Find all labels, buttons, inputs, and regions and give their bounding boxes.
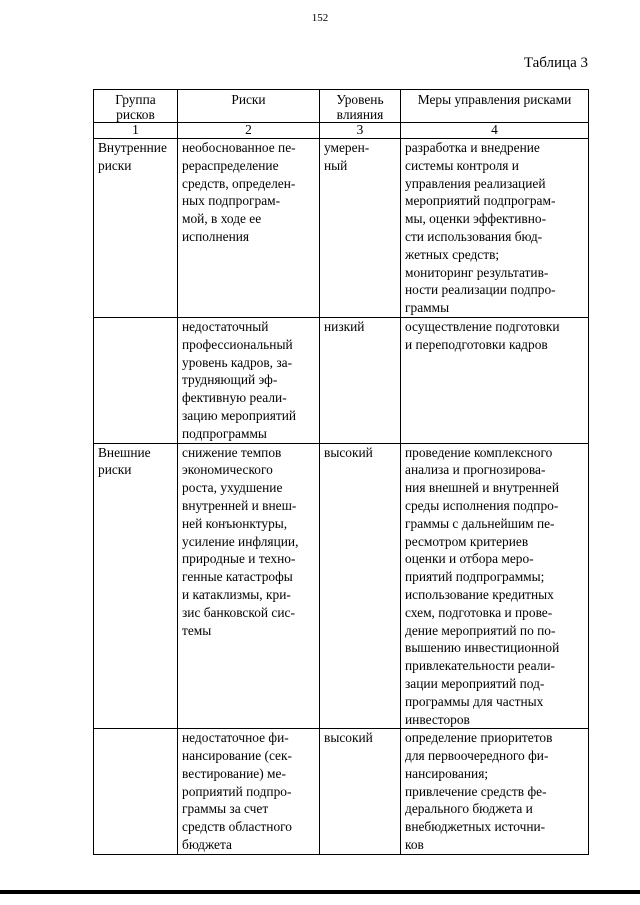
header-row xyxy=(94,90,589,123)
header-cell-risks: Риски xyxy=(178,90,320,123)
column-number: 1 xyxy=(94,123,178,139)
column-number: 2 xyxy=(178,123,320,139)
measures-cell: определение приоритетов для первоочередного фи- нансирования; привлечение средств фе- дерального бюджета и внебюджетных источни- ков xyxy=(401,729,589,855)
measures-cell: проведение комплексного анализа и прогнозирова- ния внешней и внутренней среды исполнения подпро- граммы с дальнейшим пе- ресмотром критериев оценки и отбора меро- приятий подпрограммы; использование кредитных схем, подготовка и прове- дение мероприятий по по- вышению инвестиционной привлекательности реали- зации мероприятий под- программы для частных инвесторов xyxy=(401,443,589,729)
column-number: 3 xyxy=(320,123,401,139)
header-cell-measures: Меры управления рисками xyxy=(401,90,589,123)
risk-cell: необоснованное пе- рераспределение средств, определен- ных подпрограм- мой, в ходе ее исполнения xyxy=(178,139,320,318)
level-cell: высокий xyxy=(320,729,401,855)
risk-table xyxy=(93,89,589,855)
risk-cell: недостаточный профессиональный уровень кадров, за- трудняющий эф- фективную реали- зацию мероприятий подпрограммы xyxy=(178,317,320,443)
header-cell-level: Уровень влияния xyxy=(320,90,401,123)
group-cell xyxy=(94,729,178,855)
column-number: 4 xyxy=(401,123,589,139)
level-cell: высокий xyxy=(320,443,401,729)
table-row xyxy=(94,729,589,855)
risk-cell: недостаточное фи- нансирование (сек- вестирование) ме- роприятий подпро- граммы за счет средств областного бюджета xyxy=(178,729,320,855)
table-row xyxy=(94,139,589,318)
column-number-row xyxy=(94,123,589,139)
header-cell-group: Группа рисков xyxy=(94,90,178,123)
group-cell: Внешние риски xyxy=(94,443,178,729)
group-cell xyxy=(94,317,178,443)
risk-cell: снижение темпов экономического роста, ухудшение внутренней и внеш- ней конъюнктуры, усиление инфляции, природные и техно- генные катастрофы и катаклизмы, кри- зис банковской сис- темы xyxy=(178,443,320,729)
table-caption: Таблица 3 xyxy=(523,55,588,71)
measures-cell: разработка и внедрение системы контроля и управления реализацией мероприятий подпрограм- мы, оценки эффективно- сти использования бюд- жетных средств; мониторинг результатив- ности реализации подпро- граммы xyxy=(401,139,589,318)
bottom-rule xyxy=(0,890,640,894)
level-cell: низкий xyxy=(320,317,401,443)
group-cell: Внутренние риски xyxy=(94,139,178,318)
measures-cell: осуществление подготовки и переподготовки кадров xyxy=(401,317,589,443)
table-row xyxy=(94,443,589,729)
table-row xyxy=(94,317,589,443)
page-number: 152 xyxy=(311,12,329,24)
level-cell: умерен- ный xyxy=(320,139,401,318)
